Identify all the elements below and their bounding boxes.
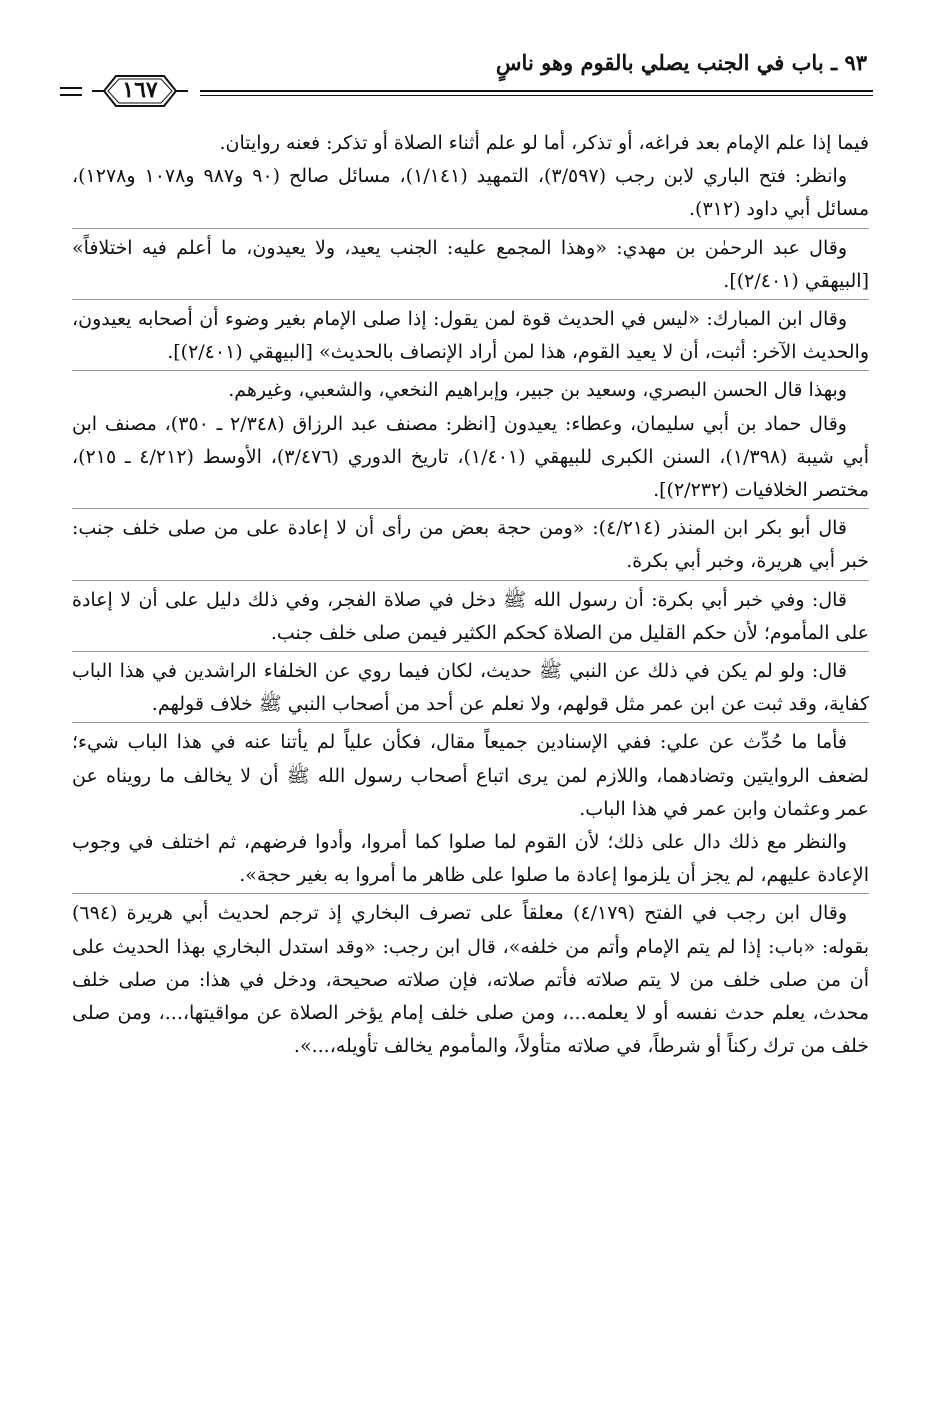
page-number: ١٦٧ [122,77,158,103]
header-rule-left [60,87,82,96]
paragraph: قال: ولو لم يكن في ذلك عن النبي ﷺ حديث، لكان فيما روي عن الخلفاء الراشدين في هذا الباب كفاية، وقد ثبت عن ابن عمر مثل قولهم، ولا نعلم عن أحد من أصحاب النبي ﷺ خلاف قولهم. [72,654,869,721]
paragraph: وقال حماد بن أبي سليمان، وعطاء: يعيدون [انظر: مصنف عبد الرزاق (٢/٣٤٨ ـ ٣٥٠)، مصنف ابن أبي شيبة (١/٣٩٨)، السنن الكبرى للبيهقي (١/٤٠١)، تاريخ الدوري (٣/٤٧٦)، الأوسط (٤/٢١٢ ـ ٢١٥)، مختصر الخلافيات (٢/٢٣٢)]. [72,412,869,502]
paragraph: وقال ابن المبارك: «ليس في الحديث قوة لمن يقول: إذا صلى الإمام بغير وضوء أن أصحابه يعيدون، والحديث الآخر: أثبت، أن لا يعيد القوم، هذا لمن أراد الإنصاف بالحديث» [البيهقي (٢/٤٠١)]. [72,302,869,369]
paragraph: وقال عبد الرحمٰن بن مهدي: «وهذا المجمع عليه: الجنب يعيد، ولا يعيدون، ما أعلم فيه اختلافاً» [البيهقي (٢/٤٠١)]. [72,231,869,298]
paragraph: وقال ابن رجب في الفتح (٤/١٧٩) معلقاً على تصرف البخاري إذ ترجم لحديث أبي هريرة (٦٩٤) بقوله: «باب: إذا لم يتم الإمام وأتم من خلفه»، قال ابن رجب: «وقد استدل البخاري بهذا الحديث على أن من صلى خلف من لا يتم صلاته فأتم صلاته، فإن صلاته صحيحة، ودخل في هذا: من صلى خلف محدث، يعلم حدث نفسه أو لا يعلمه...، ومن صلى خلف إمام يؤخر الصلاة عن مواقيتها،...، ومن صلى خلف من ترك ركناً أو شرطاً، في صلاته متأولاً، والمأموم يخالف تأويله،...». [72,896,869,1063]
page-header [60,40,873,110]
paragraph: قال: وفي خبر أبي بكرة: أن رسول الله ﷺ دخل في صلاة الفجر، وفي ذلك دليل على أن لا إعادة على المأموم؛ لأن حكم القليل من الصلاة كحكم الكثير فيمن صلى خلف جنب. [72,583,869,650]
running-head: ٩٣ ـ باب في الجنب يصلي بالقوم وهو ناسٍ [495,50,867,75]
paragraph: فأما ما حُدِّث عن علي: ففي الإسنادين جميعاً مقال، فكأن علياً لم يأتنا عنه في هذا الباب شيء؛ لضعف الروايتين وتضادهما، واللازم لمن يرى اتباع أصحاب رسول الله ﷺ أن لا يخالف ما رويناه عن عمر وعثمان وابن عمر في هذا الباب. [72,725,869,826]
paragraph: فيما إذا علم الإمام بعد فراغه، أو تذكر، أما لو علم أثناء الصلاة أو تذكر: فعنه روايتان. [219,132,869,154]
paragraph: وانظر: فتح الباري لابن رجب (٣/٥٩٧)، التمهيد (١/١٤١)، مسائل صالح (٩٠ و٩٨٧ و١٠٧٨ و١٢٧٨)، مسائل أبي داود (٣١٢). [72,165,869,221]
page-number-ornament [90,70,190,112]
main-text [72,127,869,1063]
paragraph: قال أبو بكر ابن المنذر (٤/٢١٤): «ومن حجة بعض من رأى أن لا إعادة على من صلى خلف جنب: خبر أبي هريرة، وخبر أبي بكرة. [72,511,869,578]
paragraph: والنظر مع ذلك دال على ذلك؛ لأن القوم لما صلوا كما أمروا، وأدوا فرضهم، ثم اختلف في وجوب الإعادة عليهم، لم يجز أن يلزموا إعادة ما صلوا على ظاهر ما أمروا به بغير حجة». [72,831,869,887]
paragraph: وبهذا قال الحسن البصري، وسعيد بن جبير، وإبراهيم النخعي، والشعبي، وغيرهم. [72,373,869,407]
header-rule [200,90,873,96]
